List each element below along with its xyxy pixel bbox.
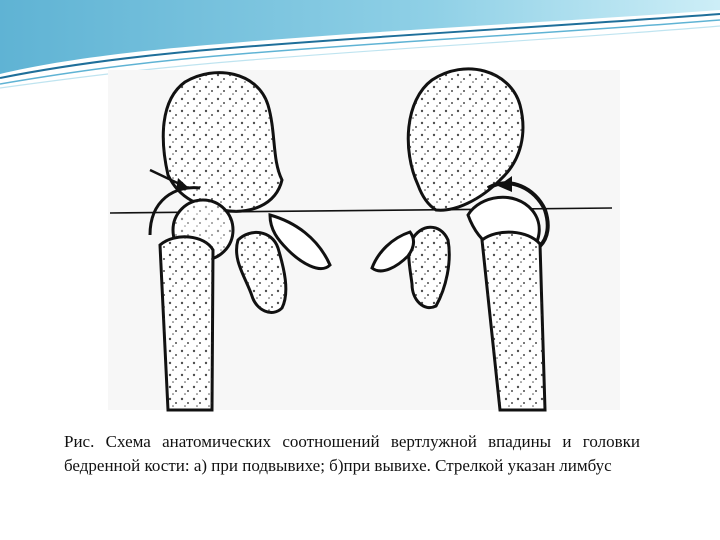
figure-caption: Рис. Схема анатомических соотношений вертлужной впадины и головки бедренной кости: а) при подвывихе; б)при вывихе. Стрелкой указан лимбус xyxy=(64,432,640,475)
